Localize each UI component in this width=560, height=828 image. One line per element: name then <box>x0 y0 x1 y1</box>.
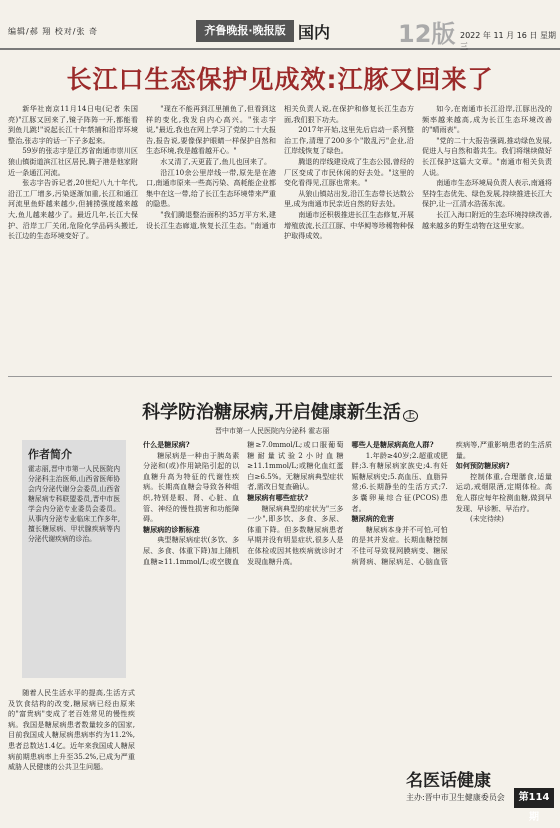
author-heading: 作者简介 <box>28 448 72 461</box>
author-text: 霍志丽,晋中市第一人民医院内分泌科主治医师,山西省医师协会内分泌代谢分会委员,山西省糖尿病专科联盟委员,晋中市医学会内分泌专业委员会委员。从事内分泌专业临床工作多年,擅长糖尿病、甲状腺疾病等内分泌代谢疾病的诊治。 <box>28 465 120 543</box>
article2-subheading: 糖尿病的危害 <box>351 514 395 524</box>
article2-part-badge: 上 <box>403 410 418 422</box>
article1-paragraph: 腾退的岸线建设成了生态公园,曾经的厂区变成了市民休闲的好去处。"这里的变化看得见,江豚也常来。" <box>284 156 414 188</box>
article1-paragraph: 2017年开始,这里先后启动一系列整治工作,清理了200多个"散乱污"企业,沿江岸线恢复了绿色。 <box>284 125 414 156</box>
article2-paragraph: 糖尿病是一种由于胰岛素分泌和(或)作用缺陷引起的以血糖升高为特征的代谢性疾病。长期高血糖会导致各种组织,特别是眼、肾、心脏、血管、神经的慢性损害和功能障碍。 <box>143 450 240 524</box>
article2-subheading: 什么是糖尿病? <box>143 440 190 449</box>
editor-meta: 编辑/郝 翔 校对/张 奇 <box>8 27 99 36</box>
article2-paragraph: (未完待续) <box>469 514 504 524</box>
article1-paragraph: "我们腾退整治面积约35万平方米,建设长江生态廊道,恢复长江生态。"南通市相关负责人说,在保护和修复长江生态方面,我们狠下功夫。 <box>146 104 414 230</box>
article1-paragraph: 张志宇告诉记者,20世纪八九十年代,沿江工厂增多,污染逐渐加重,长江和通江河流里鱼虾越来越少,但捕捞强度越来越大,鱼儿越来越少了。最近几年,长江大保护、沿岸工厂关闭,危险化学品码头搬迁,长江边的生态环境变好了。 <box>8 178 138 241</box>
banner-title: 名医话健康 <box>406 771 491 791</box>
masthead-logo: 齐鲁晚报·晚报版 <box>196 20 294 42</box>
article1-title: 长江口生态保护见成效:江豚又回来了 <box>66 65 494 94</box>
article1-paragraph: 新华社南京11月14日电(记者 朱国亮)"江豚又回来了,镜子阵阵一开,都能看到鱼儿跳!"说起长江十年禁捕和沿岸环境整治,张志宇的话一下子多起来。 <box>8 104 138 145</box>
article1-paragraph: 沿江10余公里岸线一带,原先是在港口,南通市原来一些高污染、高耗能企业都集中在这一带,给了长江生态环境带来严重的隐患。 <box>146 167 276 209</box>
author-box <box>22 440 126 678</box>
article1-paragraph: 59岁的张志宇是江苏省南通市崇川区狼山镇街道滨江社区居民,腾子港是他家附近一条通江河流。 <box>8 146 138 177</box>
article2-subheading: 糖尿病的诊断标准 <box>143 524 200 534</box>
article1-body <box>8 104 552 372</box>
section-divider <box>8 376 552 377</box>
article2-paragraph: 控制体重,合理膳食,适量运动,戒烟限酒,定期体检。高危人群应每年检测血糖,做到早发现、早诊断、早治疗。 <box>455 471 552 513</box>
article1-paragraph: "党的二十大报告强调,推动绿色发展,促进人与自然和谐共生。我们将继续做好长江保护这篇大文章。"南通市相关负责人说。 <box>422 135 552 177</box>
banner-issue: 第114期 <box>514 788 554 808</box>
article2-intro-paragraph: 随着人民生活水平的提高,生活方式及饮食结构的改变,糖尿病已经由原来的"富贵病"变成了老百姓常见的慢性疾病。我国是糖尿病患者数量较多的国家,目前我国成人糖尿病患病率约为11.2%,患者总数达1.4亿。近年来我国成人糖尿病前期患病率上升至35.2%,已成为严重威胁人民健康的公共卫生问题。 <box>8 688 135 772</box>
article1-paragraph: 南通市还积极推进长江生态修复,开展增殖放流,长江江豚、中华鲟等珍稀物种保护取得成效。 <box>284 209 414 241</box>
article2-subheading: 哪些人是糖尿病高危人群? <box>351 440 434 449</box>
article2-body <box>143 440 552 760</box>
article2-subheading: 糖尿病有哪些症状? <box>247 492 309 502</box>
article1-paragraph: 如今,在南通市长江沿岸,江豚出没的频率越来越高,成为长江生态环境改善的"晴雨表"。 <box>422 104 552 135</box>
page-header <box>0 0 560 50</box>
article2-paragraph: 糖尿病典型的症状为"三多一少",即多饮、多食、多尿、体重下降。但多数糖尿病患者早期并没有明显症状,很多人是在体检或因其他疾病就诊时才发现血糖升高。 <box>247 503 344 566</box>
article2-paragraph: 糖尿病本身并不可怕,可怕的是其并发症。长期血糖控制不佳可导致视网膜病变、糖尿病肾病、糖尿病足、心脑血管疾病等,严重影响患者的生活质量。 <box>351 440 552 566</box>
article1-paragraph: 南通市生态环境局负责人表示,南通将坚持生态优先、绿色发展,持续推进长江大保护,让一江清水浩荡东流。 <box>422 178 552 209</box>
article1-paragraph: 水又清了,天更蓝了,鱼儿也回来了。 <box>160 156 272 166</box>
article1-paragraph: "现在不能再到江里捕鱼了,但看到这样的变化,我发自内心高兴。"张志宇说,"最近,我也在网上学习了党的二十大报告,报告说,要像保护眼睛一样保护自然和生态环境,我是越看越开心。" <box>146 104 276 156</box>
article2-paragraph: 典型糖尿病症状(多饮、多尿、多食、体重下降)加上随机血糖≥11.1mmol/L;或空腹血糖≥7.0mmol/L;或口服葡萄糖耐量试验2小时血糖≥11.1mmol/L;或糖化血红蛋白≥6.5%。无糖尿病典型症状者,需改日复查确认。 <box>143 440 344 566</box>
article2-intro <box>8 688 135 813</box>
page-number: 12版 <box>398 20 456 48</box>
article2-paragraph: 1.年龄≥40岁;2.超重或肥胖;3.有糖尿病家族史;4.有妊娠糖尿病史;5.高血压、血脂异常;6.长期静坐的生活方式;7.多囊卵巢综合征(PCOS)患者。 <box>351 450 448 513</box>
issue-date: 2022 年 11 月 16 日 星期三 <box>460 31 556 51</box>
article2-subheading: 如何预防糖尿病? <box>455 461 510 471</box>
section-name: 国内 <box>298 23 331 42</box>
banner-subtitle: 主办:晋中市卫生健康委员会 <box>406 793 505 802</box>
article2-title-text: 科学防治糖尿病,开启健康新生活 <box>142 402 401 423</box>
health-banner <box>404 764 556 823</box>
article1-paragraph: 从狼山镇站出发,沿江生态带长达数公里,成为南通市民亲近自然的好去处。 <box>284 188 414 209</box>
article2-title <box>0 398 560 424</box>
article2-byline: 晋中市第一人民医院内分泌科 霍志丽 <box>215 427 330 435</box>
article1-paragraph: 长江入海口附近的生态环境持续改善,越来越多的野生动物在这里安家。 <box>422 209 552 230</box>
